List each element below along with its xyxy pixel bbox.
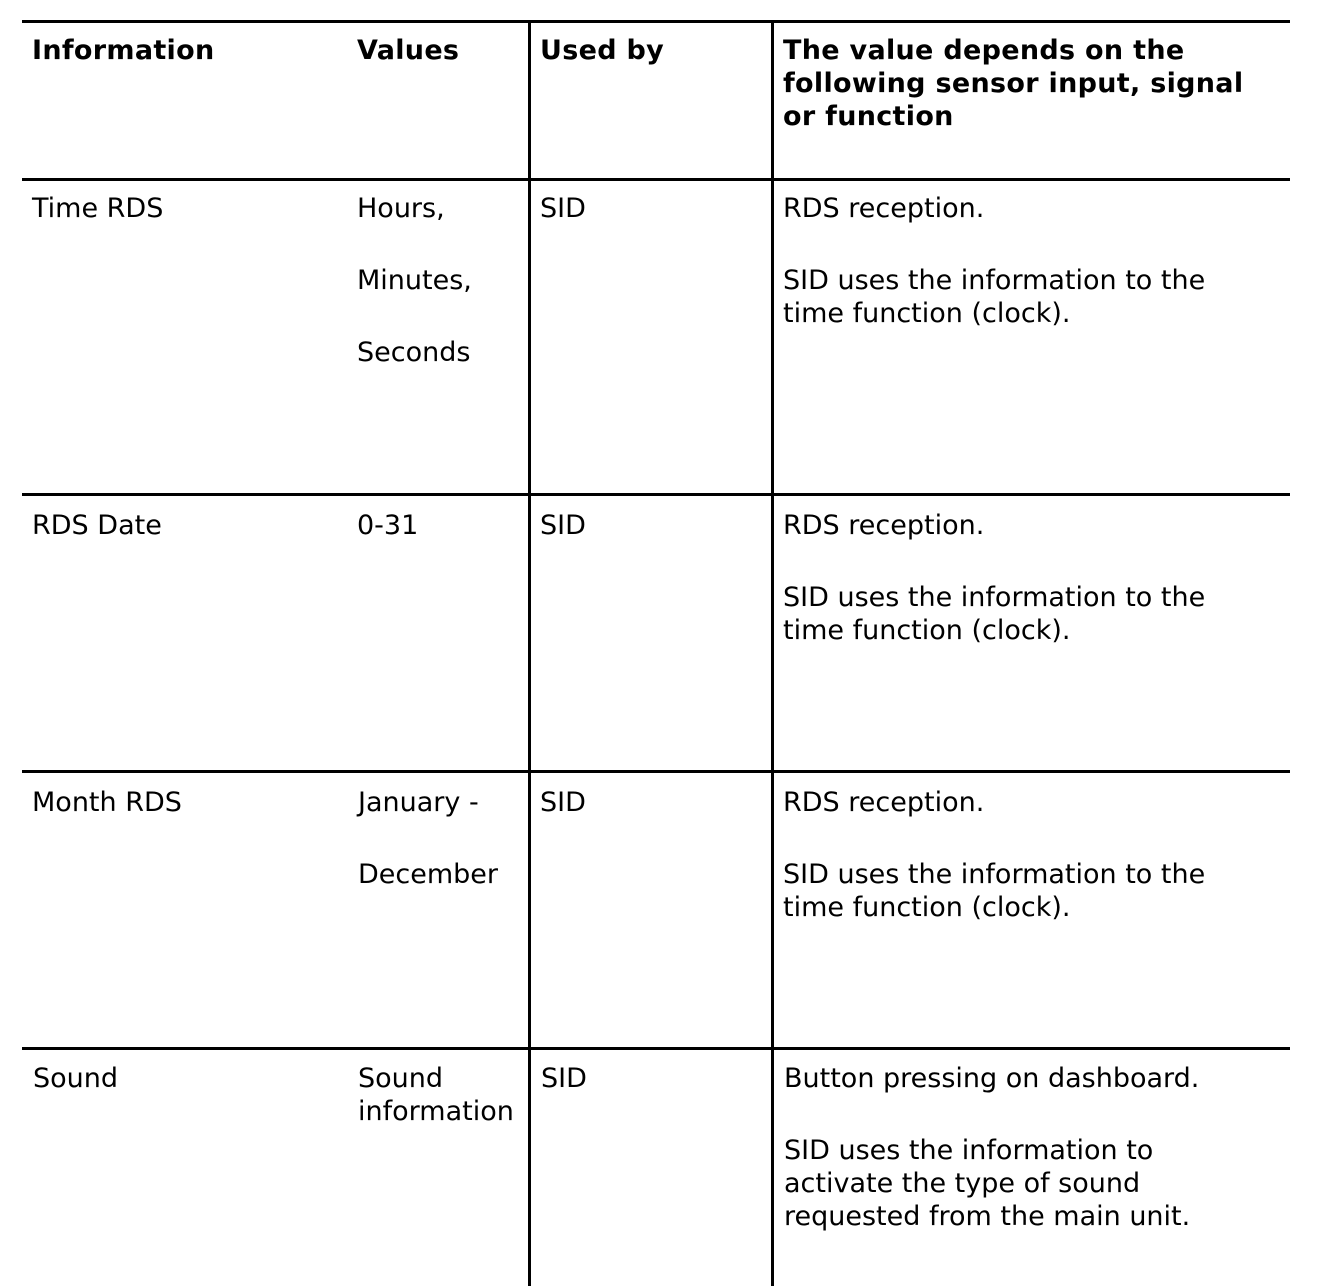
- column-divider: [528, 20, 531, 1286]
- row-4-dep-line1: Button pressing on dashboard.: [784, 1063, 1200, 1094]
- header-depends-on: The value depends on the following sensor input, signal or function: [783, 35, 1244, 132]
- row-divider: [22, 770, 1290, 773]
- row-3-values: [358, 786, 523, 891]
- row-divider: [22, 1047, 1290, 1050]
- row-2-value-line: 0-31: [357, 510, 419, 541]
- row-4-dep-line2: SID uses the information to activate the type of sound requested from the main unit.: [784, 1135, 1191, 1232]
- row-1-value-line: Minutes,: [357, 265, 472, 296]
- row-4-depends-on: [784, 1062, 1254, 1233]
- row-1-information: Time RDS: [32, 193, 164, 224]
- column-divider: [771, 20, 774, 1286]
- row-3-dep-line1: RDS reception.: [783, 787, 985, 818]
- signal-info-table: [22, 20, 1290, 1286]
- header-information: Information: [32, 35, 215, 66]
- row-1-value-line: Seconds: [357, 337, 471, 368]
- row-3-value-line: January -: [358, 787, 479, 818]
- header-bottom-rule: [22, 178, 1290, 181]
- header-used-by: Used by: [540, 35, 665, 66]
- row-2-depends-on: [783, 509, 1253, 647]
- row-1-used-by: SID: [540, 193, 586, 224]
- row-3-used-by: SID: [540, 787, 586, 818]
- row-3-depends-on: [783, 786, 1253, 924]
- row-1-values: [357, 192, 522, 369]
- row-2-dep-line1: RDS reception.: [783, 510, 985, 541]
- row-1-value-line: Hours,: [357, 193, 445, 224]
- row-1-dep-line1: RDS reception.: [783, 193, 985, 224]
- header-values: Values: [357, 35, 460, 66]
- row-3-information: Month RDS: [32, 787, 182, 818]
- row-2-values: [357, 509, 522, 542]
- row-3-dep-line2: SID uses the information to the time function (clock).: [783, 859, 1206, 923]
- row-1-depends-on: [783, 192, 1253, 330]
- row-2-information: RDS Date: [32, 510, 162, 541]
- row-4-value-line: Sound information: [358, 1063, 514, 1127]
- row-4-used-by: SID: [541, 1063, 587, 1094]
- row-2-used-by: SID: [540, 510, 586, 541]
- row-4-values: [358, 1062, 523, 1128]
- row-divider: [22, 493, 1290, 496]
- row-1-dep-line2: SID uses the information to the time function (clock).: [783, 265, 1206, 329]
- row-4-information: Sound: [33, 1063, 119, 1094]
- table-top-rule: [22, 20, 1290, 23]
- row-2-dep-line2: SID uses the information to the time function (clock).: [783, 582, 1206, 646]
- row-3-value-line: December: [358, 859, 499, 890]
